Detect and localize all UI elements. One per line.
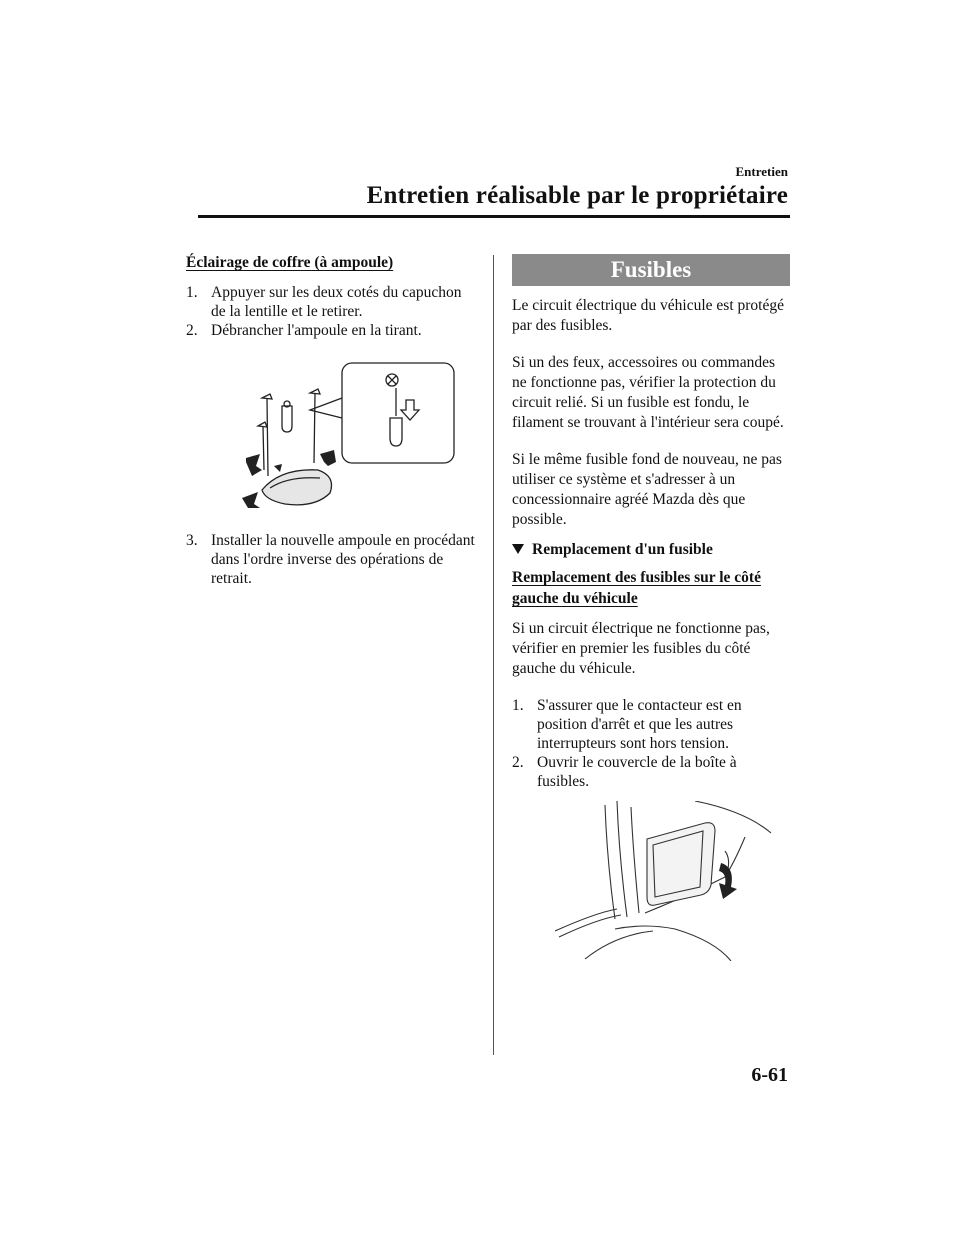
step-item: 1. Appuyer sur les deux cotés du capuchon de la lentille et le retirer. — [186, 284, 462, 320]
bulb-removal-illustration — [240, 358, 462, 508]
triangle-down-icon — [512, 544, 524, 554]
step-item: 2. Ouvrir le couvercle de la boîte à fusibles. — [512, 754, 737, 790]
removal-steps — [186, 283, 476, 340]
chapter-label: Entretien — [735, 164, 788, 179]
paragraph: Si un circuit électrique ne fonctionne pas, vérifier en premier les fusibles du côté gauche du véhicule. — [512, 620, 770, 677]
paragraph: Si le même fusible fond de nouveau, ne pas utiliser ce système et s'adresser à un concessionnaire agréé Mazda dès que possible. — [512, 451, 782, 528]
right-column — [512, 252, 790, 966]
paragraph: Si un des feux, accessoires ou commandes ne fonctionne pas, vérifier la protection du circuit relié. Si un fusible est fondu, le filament se trouvant à l'intérieur sera coupé. — [512, 354, 784, 431]
section-banner-fuses: Fusibles — [512, 254, 790, 286]
subheading-fuse-replacement: Remplacement d'un fusible — [512, 541, 790, 559]
fuse-steps — [512, 696, 790, 791]
page-number: 6-61 — [751, 1064, 788, 1086]
page-title: Entretien réalisable par le propriétaire — [366, 182, 788, 209]
left-column — [186, 252, 476, 588]
paragraph: Le circuit électrique du véhicule est protégé par des fusibles. — [512, 297, 784, 334]
header-rule — [198, 215, 790, 218]
install-steps — [186, 531, 476, 588]
column-divider — [493, 255, 494, 1055]
step-item: 1. S'assurer que le contacteur est en position d'arrêt et que les autres interrupteurs sont hors tension. — [512, 697, 742, 752]
section-heading-trunk-light: Éclairage de coffre (à ampoule) — [186, 254, 394, 271]
step-item: 2. Débrancher l'ampoule en la tirant. — [186, 322, 422, 339]
fuse-box-cover-illustration — [555, 801, 785, 961]
step-item: 3. Installer la nouvelle ampoule en procédant dans l'ordre inverse des opérations de retrait. — [186, 532, 475, 587]
section-heading-left-fuses: Remplacement des fusibles sur le côté gauche du véhicule — [512, 569, 761, 607]
